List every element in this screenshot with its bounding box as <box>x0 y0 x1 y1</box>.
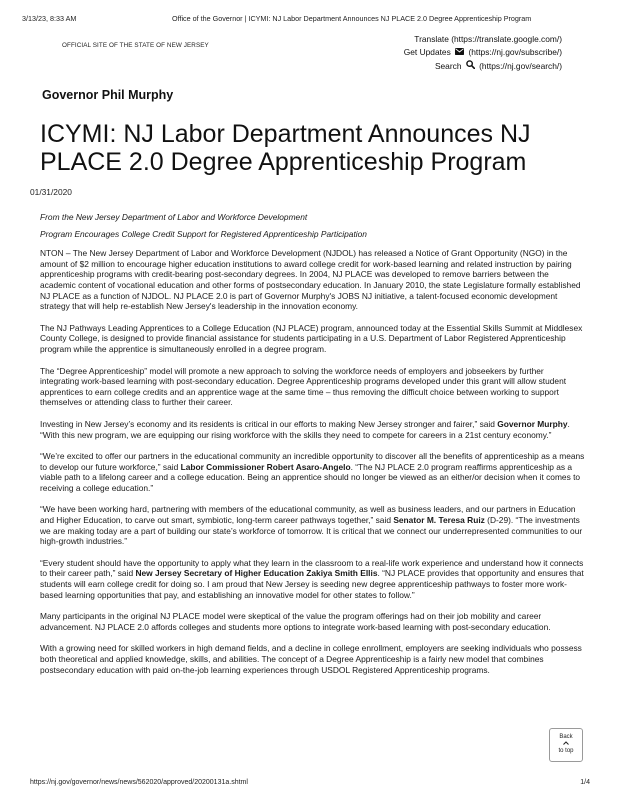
paragraph-6-text-c: (D-29). “The investments we are making today are a part of building our state’s workforce of tomorrow. It is critical that we connect our underrepresented communities to our high-growth industries.” <box>40 515 583 547</box>
search-link[interactable] <box>404 60 562 73</box>
paragraph-6-speaker: Senator M. Teresa Ruiz <box>393 515 485 526</box>
paragraph-1: NTON – The New Jersey Department of Labor and Workforce Development (NJDOL) has released a Notice of Grant Opportunity (NGO) in the amount of $2 million to encourage higher education institutions to award college credit for work-based learning and related instruction by pairing apprenticeship programs with credit-bearing post-secondary degrees. In 2004, NJ PLACE was developed to remove barriers between the academic content of vocational education and other forms of postsecondary education. In January 2010, the state Legislature formally established NJ PLACE as a function of NJDOL. NJ PLACE 2.0 is part of Governor Murphy's JOBS NJ initiative, a talent-focused economic development strategy that will help re-establish New Jersey's leadership in the innovation economy. <box>40 248 581 312</box>
paragraph-8: Many participants in the original NJ PLACE model were skeptical of the value the program offerings had on their job mobility and career advancement. NJ PLACE 2.0 affords colleges and students more options to integrate work-based learning with post-secondary education. <box>40 611 551 632</box>
search-url: (https://nj.gov/search/) <box>479 60 562 71</box>
search-icon <box>466 60 475 73</box>
paragraph-4 <box>40 419 585 440</box>
paragraph-3: The “Degree Apprenticeship” model will promote a new approach to solving the workforce needs of employers and jobseekers by further integrating work-based learning with post-secondary education. Degree Apprenticeship programs developed under this grant will allow student apprentices to earn college credits and an apprentice wage at the same time – thus removing the difficult choice between working to support themselves or attending class to further their career. <box>40 365 567 408</box>
print-footer <box>30 779 590 786</box>
back-to-top-label-2: to top <box>558 748 574 754</box>
translate-link[interactable]: Translate (https://translate.google.com/) <box>414 34 562 44</box>
paragraph-7 <box>40 558 585 600</box>
page-number: 1/4 <box>580 779 590 786</box>
utility-links <box>404 33 562 73</box>
governor-name-link[interactable]: Governor Phil Murphy <box>42 88 174 102</box>
paragraph-2: The NJ Pathways Leading Apprentices to a College Education (NJ PLACE) program, announced today at the Essential Skills Summit at Middlesex County College, is designed to provide financial assistance for students participating in a U.S. Department of Labor Registered Apprenticeship program while the apprentice is simultaneously enrolled in a degree program. <box>40 322 583 354</box>
chevron-up-icon <box>550 741 582 748</box>
paragraph-4-text-c: . “With this new program, we are equipping our rising workforce with the skills they need to compete for careers in a 21st century economy.” <box>40 418 570 440</box>
paragraph-6-text-a: “We have been working hard, partnering with members of the educational community, as well as business leaders, and our partners in Education and Higher Education, to carve out smart, symbiotic, long-term career pathways together,” said <box>40 504 576 526</box>
get-updates-link[interactable] <box>404 46 562 59</box>
envelope-icon <box>455 46 464 59</box>
article-body <box>40 212 585 686</box>
paragraph-9: With a growing need for skilled workers in high demand fields, and a decline in college enrollment, employers are seeking individuals who possess both theoretical and applied knowledge, skills, and abilities. The concept of a Degree Apprenticeship is a fairly new model that combines postsecondary education with paid on-the-job learning experiences through USDOL Registered Apprenticeship programs. <box>40 643 582 675</box>
print-timestamp: 3/13/23, 8:33 AM <box>22 14 77 23</box>
paragraph-4-text-a: Investing in New Jersey’s economy and its residents is critical in our efforts to making New Jersey stronger and fairer,” said <box>40 418 498 429</box>
official-site-banner: OFFICIAL SITE OF THE STATE OF NEW JERSEY <box>62 42 209 49</box>
back-to-top-label-1: Back <box>559 734 573 740</box>
paragraph-7-text-c: . “NJ PLACE provides that opportunity and ensures that students will earn college credit for doing so. I am proud that New Jersey is seeding new degree apprenticeship pathways to foster more work-based learning opportunities that pay, and establishing an innovative model for other states to follow.” <box>40 568 584 600</box>
back-to-top-button[interactable] <box>549 728 583 762</box>
print-url: https://nj.gov/governor/news/news/562020/approved/20200131a.shtml <box>30 779 248 786</box>
print-header <box>22 14 596 26</box>
page-title: ICYMI: NJ Labor Department Announces NJ PLACE 2.0 Degree Apprenticeship Program <box>40 120 531 176</box>
print-page-title: Office of the Governor | ICYMI: NJ Labor Department Announces NJ PLACE 2.0 Degree Apprenticeship Program <box>172 14 532 23</box>
paragraph-7-text-a: “Every student should have the opportunity to apply what they learn in the classroom to a real-life work experience and understand how it connects to their career path,” said <box>40 557 584 579</box>
paragraph-5-speaker: Labor Commissioner Robert Asaro-Angelo <box>180 461 351 472</box>
search-label: Search <box>434 60 462 71</box>
get-updates-url: (https://nj.gov/subscribe/) <box>468 47 562 58</box>
paragraph-4-speaker: Governor Murphy <box>497 418 568 429</box>
article-subhead: Program Encourages College Credit Support for Registered Apprenticeship Participation <box>40 228 367 239</box>
paragraph-5-text-a: “We’re excited to offer our partners in the educational community an incredible opportunity to discover all the benefits of apprenticeship as a means to develop our future workforce,” said <box>40 451 585 472</box>
publish-date: 01/31/2020 <box>30 187 72 197</box>
get-updates-label: Get Updates <box>403 47 451 58</box>
paragraph-5-text-c: . “The NJ PLACE 2.0 program reaffirms apprenticeship as a viable path to a lifelong career and a college education. Being an apprentice should no longer be viewed as an either/or decision when it comes to receiving a college education.” <box>40 461 581 493</box>
paragraph-5 <box>40 451 585 493</box>
article-source: From the New Jersey Department of Labor and Workforce Development <box>40 212 308 222</box>
paragraph-6 <box>40 504 585 546</box>
paragraph-7-speaker: New Jersey Secretary of Higher Education Zakiya Smith Ellis <box>135 568 378 579</box>
